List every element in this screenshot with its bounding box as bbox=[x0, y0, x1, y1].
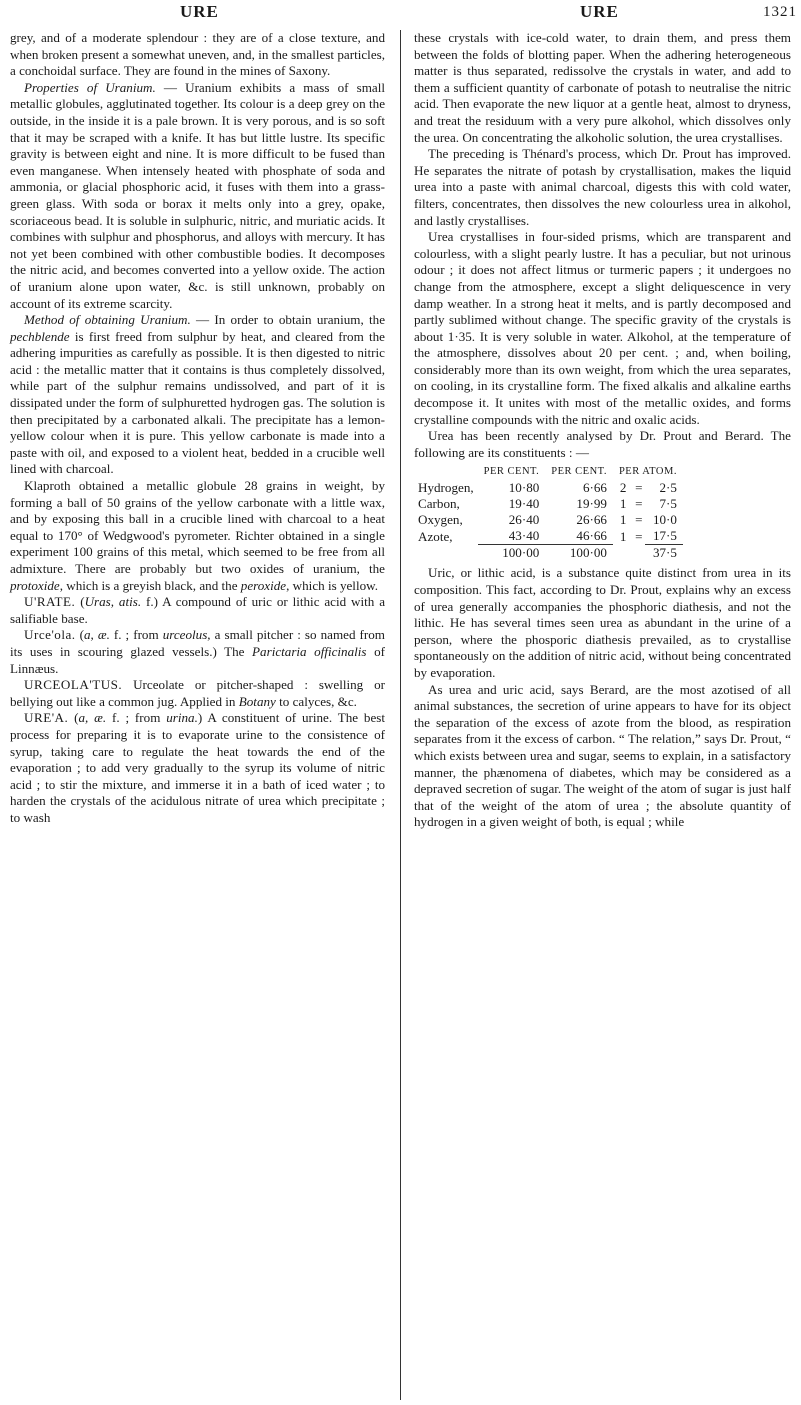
paragraph-urea-process: these crystals with ice-cold water, to drain them, and press them between the folds of blotting paper. When the adhering heterogeneous matter is thus separated, redissolve the crystals in water, and add to them a sufficient quantity of carbonate of potash to neutralise the nitric acid. Then evaporate the new liquor at a gentle heat, almost to dryness, and treat the residuum with a very pure alkohol, which dissolves only the urea. On concentrating the alkoholic solution, the urea crystallises. bbox=[414, 30, 791, 145]
table-cell-element: Azote, bbox=[418, 528, 453, 544]
paragraph-urea-analysis: Urea has been recently analysed by Dr. Prout and Berard. The following are its constituents : — bbox=[414, 428, 791, 460]
paragraph-urea-crystallises: Urea crystallises in four-sided prisms, which are transparent and colourless, with a slight pearly lustre. It has a peculiar, but not urinous odour ; it does not affect litmus or turmeric papers ; it undergoes no change from the atmosphere, except a slight deliquescence in very damp weather. In a strong heat it melts, and is partly decomposed and partly sublimed without change. The specific gravity of the crystals is about 1·35. It is very soluble in water. Alkohol, at the temperature of the atmosphere, dissolves about 20 per cent. ; and, when boiling, considerably more than its own weight, from which the urea separates, on cooling, in its crystalline form. The fixed alkalis and alkaline earths decompose it. It unites with most of the metallic oxides, and forms crystalline compounds with the nitric and oxalic acids. bbox=[414, 229, 791, 427]
urceolatus-botany: Botany bbox=[238, 693, 276, 709]
table-cell-per-cent-b: 6·66 bbox=[582, 480, 607, 496]
table-row bbox=[418, 528, 683, 545]
table-total-spacer-1 bbox=[613, 545, 633, 562]
paragraph-thenard-process: The preceding is Thénard's process, which Dr. Prout has improved. He separates the nitrate of potash by crystallisation, makes the liquid urea into a paste with animal charcoal, digests this with cold water, filters, concentrates, then dissolves the new colourless urea in alkohol, and lastly crystallises. bbox=[414, 146, 791, 228]
method-body-a: — In order to obtain uranium, the bbox=[190, 312, 386, 328]
table-total-a: 100·00 bbox=[478, 545, 546, 562]
table-header-per-cent-2: PER CENT. bbox=[551, 466, 607, 478]
table-cell-atom-value: 17·5 bbox=[652, 528, 677, 544]
paragraph-klaproth bbox=[10, 478, 385, 594]
table-cell-element: Oxygen, bbox=[418, 512, 463, 528]
urceola-c: a small pitcher : so named from its uses in scouring glazed vessels.) The bbox=[10, 627, 385, 659]
section-heading-method: Method of obtaining Uranium. bbox=[24, 312, 191, 328]
properties-body: — Uranium exhibits a mass of small metallic globules, agglutinated together. Its colour is a deep grey on the outside, in the inside it is a pale brown. It is very porous, and is so soft that it may be scraped with a knife. It has but little lustre. Its specific gravity is between eight and nine. It is more difficult to be fused than even manganese. When intensely heated with phosphate of soda and ammonia, or glacial phosphoric acid, it fuses with them into a grass-green glass. With soda or borax it melts only into a grey, opake, scoriaceous bead. It is soluble in sulphuric, nitric, and muriatic acids. It combines with sulphur and phosphorus, and alloys with mercury. It has not yet been combined with other combustible bodies. It decomposes the nitric acid, and becomes converted into a yellow oxide. The action of uranium alone upon water, &c. is still unknown, probably on account of its extreme scarcity. bbox=[10, 79, 385, 311]
urate-paren: ( bbox=[75, 594, 85, 610]
urceola-b: f. ; from bbox=[109, 627, 163, 643]
table-total-spacer-2 bbox=[632, 545, 645, 562]
paragraph-properties-of-uranium bbox=[10, 80, 385, 312]
running-head-right: URE bbox=[580, 2, 619, 21]
page-number: 1321 bbox=[763, 4, 797, 20]
term-peroxide: peroxide bbox=[240, 577, 287, 593]
table-cell-equals: = bbox=[635, 512, 643, 528]
table-cell-equals: = bbox=[635, 496, 643, 512]
urceola-d: of Linnæus. bbox=[10, 643, 385, 676]
table-cell-atoms: 2 bbox=[619, 480, 627, 496]
entry-urea bbox=[10, 710, 385, 826]
entry-urate bbox=[10, 594, 385, 627]
paragraph-method-of-obtaining bbox=[10, 312, 385, 478]
table-cell-equals: = bbox=[635, 528, 643, 544]
headword-urceolatus: URCEOLA'TUS. bbox=[24, 677, 123, 693]
klaproth-body: Klaproth obtained a metallic globule 28 grains in weight, by forming a ball of 50 grains of the yellow carbonate with a little wax, and by exposing this ball in a crucible lined with charcoal to a heat equal to 170° of Wedgwood's pyrometer. Richter obtained in a single experiment 100 grains of this metal, which seemed to be free from all admixture. There are probably but two oxides of uranium, the bbox=[10, 478, 385, 576]
table-cell-per-cent-b: 19·99 bbox=[576, 496, 607, 512]
left-column bbox=[10, 30, 385, 827]
urceolatus-b: to calyces, &c. bbox=[275, 693, 357, 709]
table-header-per-atom: PER ATOM. bbox=[618, 466, 677, 478]
urea-b: f. ; from bbox=[106, 710, 167, 726]
table-cell-equals: = bbox=[635, 480, 643, 496]
table-cell-atom-value: 2·5 bbox=[659, 480, 677, 496]
urate-etymology: Uras, atis. bbox=[84, 594, 142, 610]
urceolatus-a: Urceolate or pitcher-shaped : swelling or bellying out like a common jug. Applied in bbox=[10, 677, 385, 709]
urea-inflection: a, æ. bbox=[78, 710, 107, 726]
table-header-blank bbox=[418, 464, 478, 480]
headword-urceola: Urce'ola. bbox=[24, 627, 76, 643]
table-total-b: 100·00 bbox=[545, 545, 613, 562]
table-cell-per-cent-b: 26·66 bbox=[576, 512, 607, 528]
table-total-blank bbox=[418, 545, 478, 562]
table-cell-per-cent-a: 26·40 bbox=[508, 512, 540, 528]
table-cell-per-cent-a: 43·40 bbox=[508, 528, 540, 544]
urceola-inflection: a, æ. bbox=[83, 627, 110, 643]
table-cell-atom-value: 7·5 bbox=[659, 496, 677, 512]
term-pechblende: pechblende bbox=[10, 328, 70, 344]
running-head-left: URE bbox=[180, 2, 219, 21]
urceola-a: ( bbox=[75, 627, 84, 643]
urea-a: ( bbox=[68, 710, 79, 726]
term-protoxide: protoxide bbox=[10, 577, 60, 593]
urceola-species: Parictaria officinalis bbox=[252, 643, 367, 659]
table-cell-atoms: 1 bbox=[619, 528, 627, 544]
table-cell-atoms: 1 bbox=[619, 512, 627, 528]
table-row bbox=[418, 480, 683, 496]
table-cell-per-cent-a: 10·80 bbox=[508, 480, 540, 496]
table-cell-element: Hydrogen, bbox=[418, 480, 474, 496]
table-row bbox=[418, 512, 683, 528]
paragraph-uric-acid: Uric, or lithic acid, is a substance quite distinct from urea in its composition. This fact, according to Dr. Prout, explains why an excess of urea generally accompanies the phosphoric diathesis, and not the lithic. He has several times seen urea as abundant in the urine of a person, where the phosporic diathesis prevailed, as to crystallise spontaneously on the addition of nitric acid, without being concentrated by evaporation. bbox=[414, 565, 791, 680]
table-header-per-cent-1: PER CENT. bbox=[483, 466, 540, 478]
table-cell-per-cent-b: 46·66 bbox=[576, 528, 607, 544]
section-heading-properties: Properties of Uranium. bbox=[24, 79, 156, 95]
headword-urate: U'RATE. bbox=[24, 594, 76, 610]
paragraph-pechblende-description: grey, and of a moderate splendour : they are of a close texture, and when broken present a somewhat uneven, and, in the smallest particles, a conchoidal surface. They are found in the mines of Saxony. bbox=[10, 30, 385, 79]
entry-urceola bbox=[10, 627, 385, 677]
headword-urea: URE'A. bbox=[24, 710, 69, 726]
column-divider bbox=[400, 30, 401, 1400]
table-header-row bbox=[418, 464, 683, 480]
urate-definition: f.) A compound of uric or lithic acid with a salifiable base. bbox=[10, 594, 386, 626]
composition-table bbox=[418, 464, 683, 561]
table-cell-element: Carbon, bbox=[418, 496, 460, 512]
paragraph-berard-prout: As urea and uric acid, says Berard, are the most azotised of all animal substances, the secretion of urine appears to have for its object the separation of the excess of azote from the blood, as respiration separates from it the excess of carbon. “ The relation,” says Dr. Prout, “ which exists between urea and sugar, seems to explain, in a satisfactory manner, the phænomena of diabetes, which may be considered as a depraved secretion of sugar. The weight of the atom of sugar is just half that of the weight of the atom of urea ; the absolute quantity of hydrogen in a given weight of both, is equal ; while bbox=[414, 681, 791, 830]
klaproth-end: , which is yellow. bbox=[286, 577, 379, 593]
urea-etymon: urina. bbox=[166, 710, 198, 726]
table-cell-atom-value: 10·0 bbox=[652, 512, 677, 528]
table-row bbox=[418, 496, 683, 512]
table-cell-atoms: 1 bbox=[619, 496, 627, 512]
entry-urceolatus bbox=[10, 677, 385, 710]
table-cell-per-cent-a: 19·40 bbox=[508, 496, 540, 512]
table-total-atom-value: 37·5 bbox=[645, 545, 683, 562]
right-column bbox=[414, 30, 791, 831]
table-total-row bbox=[418, 545, 683, 562]
urea-definition: ) A constituent of urine. The best process for preparing it is to evaporate urine to the consistence of syrup, taking care to regulate the heat towards the end of the evaporation ; to add very gradually to the syrup its volume of nitric acid ; to stir the mixture, and immerse it in a bath of iced water ; to harden the crystals of the acidulous nitrate of urea which precipitate ; to wash bbox=[10, 710, 385, 825]
klaproth-mid: , which is a greyish black, and the bbox=[59, 577, 241, 593]
urceola-etymon: urceolus, bbox=[162, 627, 211, 643]
method-body-b: is first freed from sulphur by heat, and cleared from the adhering impurities as carefully as possible. It is then digested to nitric acid : the metallic matter that it contains is thus completely dissolved, while part of the sulphur remains undissolved, and part of it is dissipated under the form of sulphuretted hydrogen gas. The solution is then precipitated by a carbonated alkali. The precipitate has a lemon-yellow colour when it is pure. This yellow carbonate is made into a paste with oil, and exposed to a violent heat, bedded in a crucible well lined with charcoal. bbox=[10, 328, 385, 477]
